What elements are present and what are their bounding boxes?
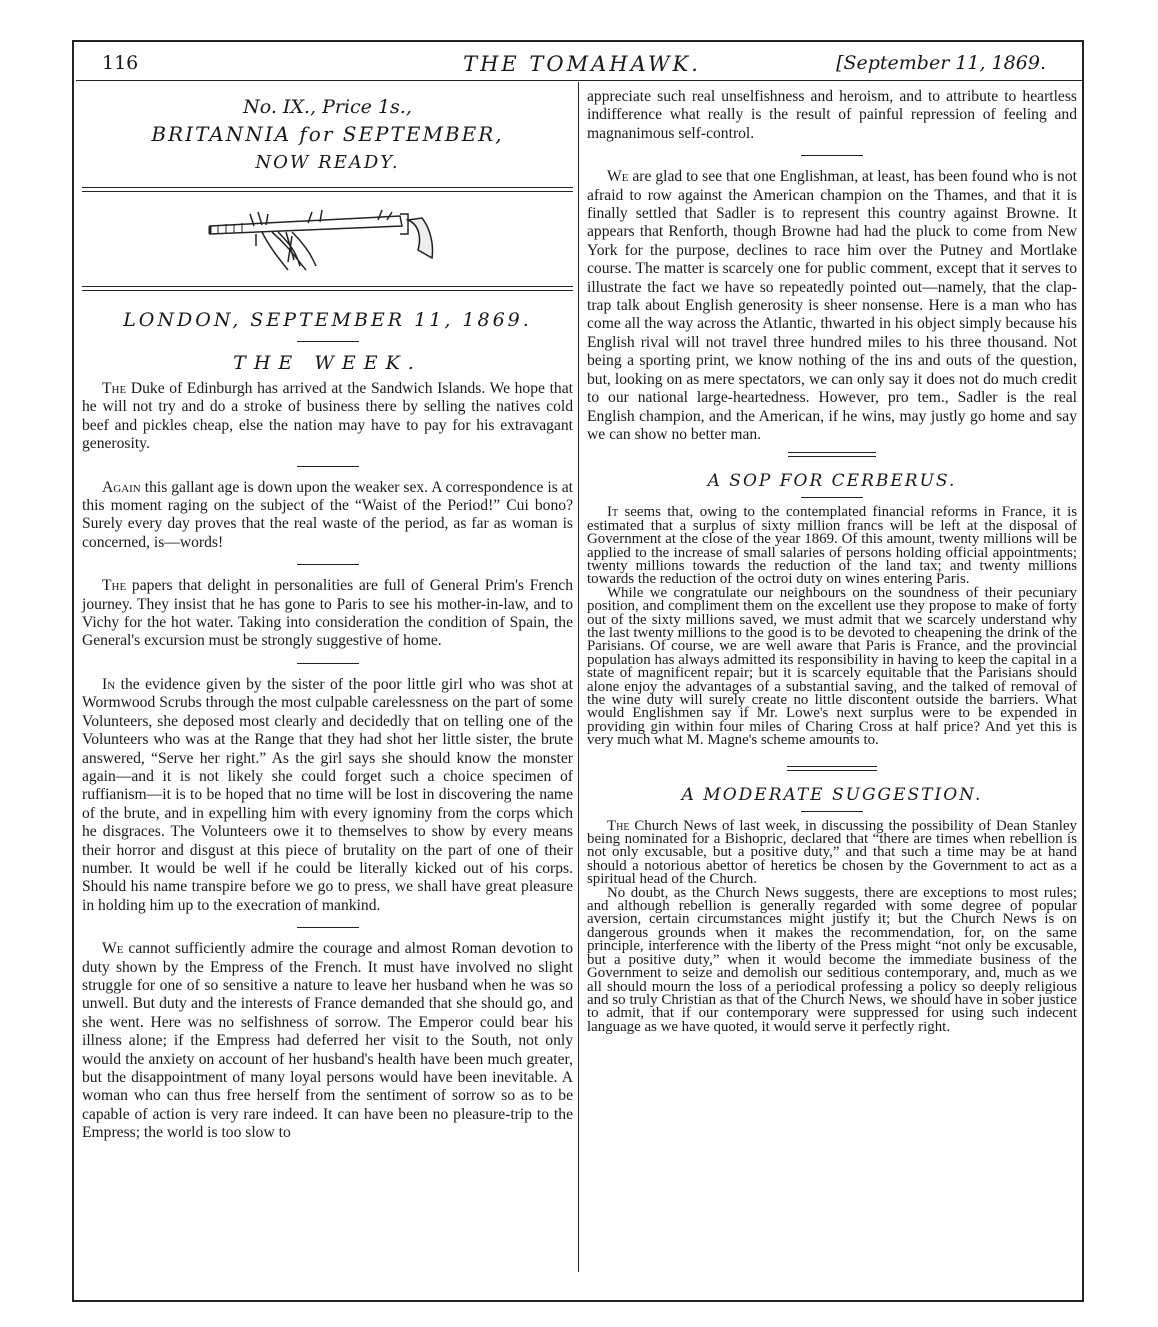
header-rule	[76, 80, 1084, 81]
paragraph-empress-continued: appreciate such real unselfishness and heroism, and to attribute to heartless indifference what really is the result of painful repression of feeling and magnanimous self-control.	[587, 88, 1077, 142]
masthead-title: THE TOMAHAWK.	[463, 52, 701, 76]
dateline: LONDON, SEPTEMBER 11, 1869.	[123, 309, 532, 331]
paragraph-sop-2: While we congratulate our neighbours on the soundness of their pecuniary position, and compliment them on the excellent use they propose to make of forty out of the sixty millions saved, we must admit that we scarcely understand why the last twenty millions to the good is to be devoted to cheapening the drink of the Parisians. Of course, we are well aware that Paris is France, and the provincial population has always admitted its responsibility in having to keep the capital in a state of magnificent repair; but it is scarcely equitable that the Parisians should alone enjoy the advantages of a substantial saving, and the talked of removal of the wine duty will surely create no little discontent outside the barriers. What would Englishmen say if Mr. Lowe's next surplus were to be expended in providing gin within four miles of Charing Cross at half price? And yet this is very much what M. Magne's scheme amounts to.	[587, 584, 1077, 749]
section-rule	[788, 452, 876, 457]
page-number: 116	[102, 52, 139, 74]
paragraph-prim: The papers that delight in personalities are full of General Prim's French journey. They insist that he has gone to Paris to see his mother-in-law, and to Vichy for the hot water. Taking into consideration the condition of Spain, the General's excursion must be strongly suggestive of home.	[82, 577, 573, 650]
column-divider	[578, 82, 579, 1272]
paragraph-waist: Again this gallant age is down upon the weaker sex. A correspondence is at this moment raging on the subject of the “Waist of the Period!” Cui bono? Surely every day proves that the real waste of the period, as far as woman is concerned, is—words!	[82, 478, 573, 551]
paragraph-empress: We cannot sufficiently admire the courage and almost Roman devotion to duty shown by the Empress of the French. It must have involved no slight struggle for one of so sensitive a nature to leave her husband when he was so unwell. But duty and the interests of France demanded that she should go, and she went. Here was no selfishness of sorrow. The Emperor could bear his illness alone; if the Empress had deferred her visit to the South, not only would the anxiety on account of her husband's health have been much greater, but the disappointment of many loyal persons would have been inevitable. A woman who can thus free herself from the sentiment of sorrow so as to be capable of action is very rare indeed. It can have been no pleasure-trip to the Empress; the world is too slow to	[82, 940, 573, 1142]
advert-ready: NOW READY.	[255, 152, 400, 173]
separator	[297, 466, 359, 467]
paragraph-sop-1: It seems that, owing to the contemplated financial reforms in France, it is estimated that a surplus of sixty million francs will be left at the disposal of Government at the close of the year 1869. Of this amount, twenty millions will be applied to the increase of small salaries of persons holding official appointments; twenty millions towards the reduction of the land tax; and twenty millions towards the reduction of the octroi duty on wines entering Paris.	[587, 504, 1077, 588]
section-rule	[787, 766, 877, 771]
advert-issue: No. IX., Price 1s.,	[243, 96, 412, 118]
section-heading-moderate: A MODERATE SUGGESTION.	[681, 784, 983, 805]
separator	[801, 155, 863, 156]
paragraph-edinburgh: The Duke of Edinburgh has arrived at the Sandwich Islands. We hope that he will not try and do a stroke of business there by selling the natives cold beef and pickles cheap, else the nation may have to pay for his extravagant generosity.	[82, 380, 573, 453]
left-column	[82, 88, 573, 1143]
advert-rule	[82, 187, 573, 192]
paragraph-moderate-2: No doubt, as the Church News suggests, there are exceptions to most rules; and although rebellion is generally regarded with some degree of popular aversion, certain circumstances might justify it; but the Church News is on dangerous grounds when it makes the recommendation, for, on the same principle, interference with the liberty of the Press might “not only be excusable, but a positive duty,” when it would become the immediate business of the Government to seize and demolish our seditious contemporary, and, much as we all should mourn the loss of a periodical professing a policy so deeply religious and so truly Christian as that of the Church News, we should have in sober justice to admit, that if our contemporary were suppressed for using such indecent language as we have quoted, it would serve it perfectly right.	[587, 884, 1077, 1035]
separator	[297, 663, 359, 664]
advert-title: BRITANNIA for SEPTEMBER,	[151, 122, 504, 146]
section-heading-the-week: THE WEEK.	[233, 352, 422, 374]
separator	[297, 927, 359, 928]
separator	[297, 564, 359, 565]
dateline-rule	[82, 286, 573, 291]
section-heading-sop: A SOP FOR CERBERUS.	[707, 471, 957, 492]
paragraph-moderate-1: The Church News of last week, in discussing the possibility of Dean Stanley being nominated for a Bishopric, declared that “there are times when rebellion is not only excusable, but a positive duty,” and that such a time may be at hand should a notorious abettor of heretics be chosen by the Government to act as a spiritual head of the Church.	[587, 817, 1077, 888]
separator	[801, 497, 863, 498]
right-column	[587, 88, 1077, 1034]
paragraph-sadler: We are glad to see that one Englishman, at least, has been found who is not afraid to row against the American champion on the Thames, and that it is finally settled that Sadler is to represent this country against Browne. It appears that Renforth, though Browne had had the pluck to come from New York for the purpose, declines to race him over the Putney and Mortlake course. The matter is scarcely one for public comment, except that it serves to illustrate the fact we have so repeatedly pointed out—namely, that the clap-trap talk about English generosity is sheer nonsense. Here is a man who has come all the way across the Atlantic, thwarted in his object simply because his English rival will not travel three hundred miles to his three thousand. Not being a sporting print, we know nothing of the ins and outs of the question, but, looking on as mere spectators, we can only say it does not do much credit to our national large-heartedness. However, pro tem., Sadler is the real English champion, and the American, if he wins, may justly go home and say we can show no better man.	[587, 168, 1077, 443]
separator	[801, 811, 863, 812]
separator	[297, 341, 359, 342]
tomahawk-icon	[82, 200, 573, 278]
page-header	[88, 48, 1076, 78]
paragraph-wormwood: In the evidence given by the sister of the poor little girl who was shot at Wormwood Scrubs through the most culpable carelessness on the part of some Volunteers, she deposed most clearly and decidedly that on telling one of the Volunteers who was at the Range that they had shot her little sister, the brute answered, “Serve her right.” As the girl says she should know the monster again—and it is not likely she could forget such a choice specimen of ruffianism—it is to be hoped that no time will be lost in discovering the name of the brute, and in expelling him with every ignominy from the corps which he disgraces. The Volunteers owe it to themselves to show by every means their horror and disgust at this piece of brutality on the part of one of their number. It would be well if he could be literally kicked out of his corps. Should his name transpire before we go to press, we shall have great pleasure in holding him up to the execration of mankind.	[82, 675, 573, 914]
header-date: [September 11, 1869.	[836, 52, 1046, 74]
